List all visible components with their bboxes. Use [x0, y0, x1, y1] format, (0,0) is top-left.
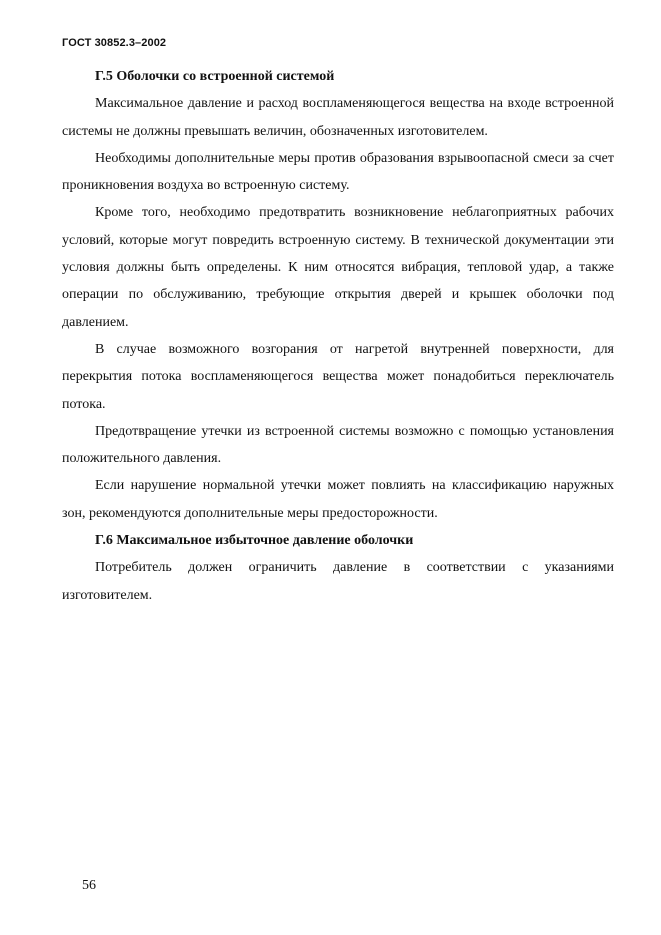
paragraph: Максимальное давление и расход воспламеняющегося вещества на входе встроенной системы не должны превышать величин, обозначенных изготовителем.	[62, 96, 614, 139]
paragraph: Потребитель должен ограничить давление в соответствии с указаниями изготовителем.	[62, 560, 614, 603]
section-g5	[62, 63, 614, 527]
section-g6	[62, 527, 614, 609]
paragraph: В случае возможного возгорания от нагретой внутренней поверхности, для перекрытия потока воспламеняющегося вещества может понадобиться переключатель потока.	[62, 341, 614, 412]
paragraph: Если нарушение нормальной утечки может повлиять на классификацию наружных зон, рекомендуются дополнительные меры предосторожности.	[62, 478, 614, 521]
paragraph: Необходимы дополнительные меры против образования взрывоопасной смеси за счет проникновения воздуха во встроенную систему.	[62, 150, 614, 194]
section-heading: Г.6 Максимальное избыточное давление оболочки	[95, 533, 414, 549]
document-header: ГОСТ 30852.3–2002	[62, 37, 167, 49]
paragraph: Предотвращение утечки из встроенной системы возможно с помощью установления положительного давления.	[62, 423, 614, 467]
page-number: 56	[82, 878, 96, 893]
document-body	[62, 63, 614, 609]
paragraph: Кроме того, необходимо предотвратить возникновение неблагоприятных рабочих условий, которые могут повредить встроенную систему. В технической документации эти условия должны быть определены. К ним относятся вибрация, тепловой удар, а также операции по обслуживанию, требующие открытия дверей и крышек оболочки под давлением.	[62, 205, 614, 330]
section-heading: Г.5 Оболочки со встроенной системой	[95, 69, 335, 84]
